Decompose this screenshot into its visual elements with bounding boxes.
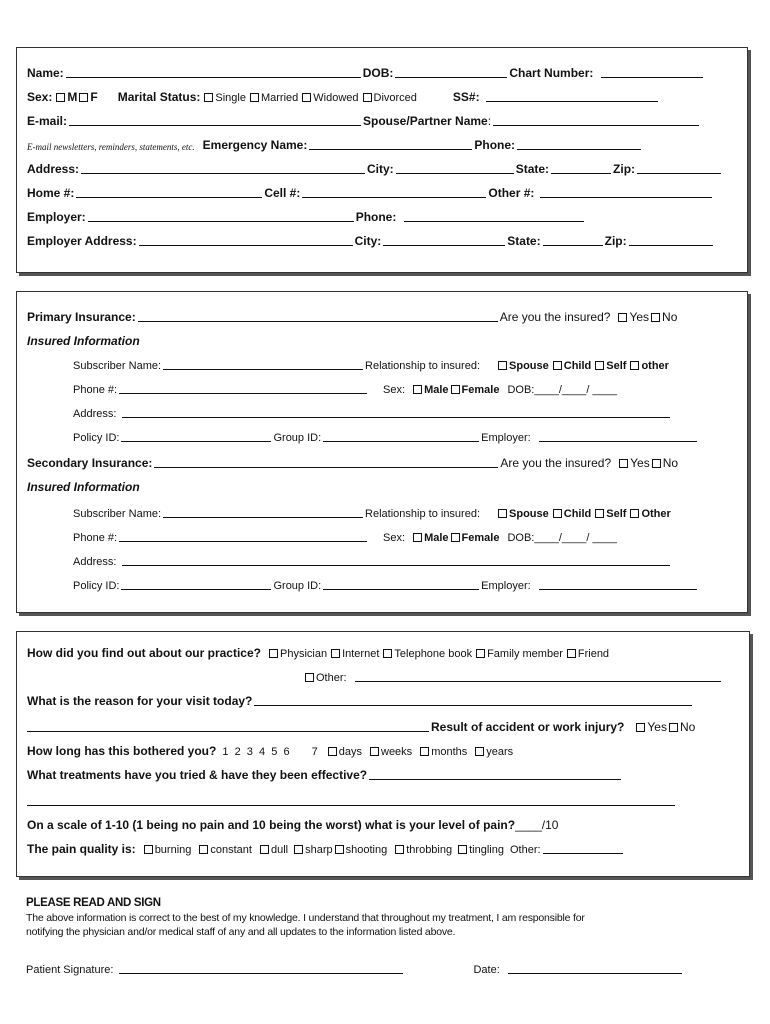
primary-rel-other-checkbox[interactable]	[630, 361, 639, 370]
how-long-days-checkbox[interactable]	[328, 747, 337, 756]
marital-label: Marital Status:	[117, 90, 201, 104]
employer-field[interactable]	[88, 221, 354, 222]
employer-city-field[interactable]	[383, 245, 505, 246]
marital-widowed-label: Widowed	[313, 92, 359, 104]
secondary-policy-field[interactable]	[121, 589, 271, 590]
pain-tingling-label: tingling	[469, 844, 504, 856]
accident-yes-label: Yes	[647, 720, 667, 734]
patient-signature-field[interactable]	[119, 973, 403, 974]
row-treatments	[27, 766, 741, 782]
sex-f-label: F	[90, 90, 98, 104]
secondary-policy-label: Policy ID:	[73, 580, 120, 592]
secondary-insured-info-heading: Insured Information	[27, 480, 140, 494]
primary-rel-spouse-checkbox[interactable]	[498, 361, 507, 370]
pain-tingling-checkbox[interactable]	[458, 845, 467, 854]
marital-married-checkbox[interactable]	[250, 93, 259, 102]
date-label: Date:	[473, 964, 500, 976]
primary-insured-question: Are you the insured?	[499, 310, 611, 324]
primary-insurance-field[interactable]	[138, 321, 498, 322]
secondary-sex-label: Sex:	[383, 532, 406, 544]
how-long-days-label: days	[338, 746, 362, 758]
primary-employer-label: Employer:	[481, 432, 531, 444]
secondary-group-field[interactable]	[323, 589, 479, 590]
spouse-label-colon: :	[487, 114, 492, 128]
primary-employer-field[interactable]	[539, 441, 697, 442]
secondary-dob-field[interactable]: ____/____/ ____	[534, 532, 617, 544]
row-phones	[27, 184, 739, 200]
pain-sharp-label: sharp	[305, 844, 333, 856]
signature-heading: PLEASE READ AND SIGN	[26, 897, 161, 909]
primary-rel-other-label: other	[641, 360, 669, 372]
primary-sex-male-label: Male	[424, 384, 449, 396]
marital-divorced-checkbox[interactable]	[363, 93, 372, 102]
primary-relationship-label: Relationship to insured:	[365, 360, 481, 372]
secondary-phone-label: Phone #:	[73, 532, 118, 544]
state-field[interactable]	[551, 173, 611, 174]
how-long-scale-seven: 7	[311, 746, 318, 758]
find-friend-label: Friend	[577, 648, 610, 660]
secondary-rel-child-checkbox[interactable]	[553, 509, 562, 518]
sex-f-checkbox[interactable]	[79, 93, 88, 102]
row-primary-policy	[73, 428, 739, 444]
row-secondary-policy	[73, 576, 739, 592]
row-primary-insured-info	[27, 332, 739, 348]
primary-address-field[interactable]	[122, 417, 670, 418]
primary-dob-label: DOB:	[507, 384, 535, 396]
cell-field[interactable]	[302, 197, 486, 198]
name-label: Name:	[27, 66, 64, 80]
secondary-insured-yes-checkbox[interactable]	[619, 459, 628, 468]
how-long-months-checkbox[interactable]	[420, 747, 429, 756]
row-address	[27, 160, 739, 176]
primary-rel-child-label: Child	[563, 360, 592, 372]
treatments-question: What treatments have you tried & have they been effective?	[27, 768, 368, 782]
sex-m-label: M	[67, 90, 78, 104]
pain-scale-suffix: /10	[541, 818, 559, 832]
home-label: Home #:	[27, 186, 75, 200]
pain-throbbing-checkbox[interactable]	[395, 845, 404, 854]
primary-rel-spouse-label: Spouse	[509, 360, 549, 372]
secondary-insurance-field[interactable]	[154, 467, 498, 468]
row-emergency	[27, 136, 739, 152]
state-label: State:	[515, 162, 550, 176]
reason-question: What is the reason for your visit today?	[27, 694, 253, 708]
find-telephone-checkbox[interactable]	[383, 649, 392, 658]
signature-statement-line1: The above information is correct to the best of my knowledge. I understand that throughout my treatment, I am responsible for	[26, 912, 585, 924]
spouse-label: Spouse/Partner Name	[363, 114, 488, 128]
secondary-insured-question: Are you the insured?	[500, 456, 612, 470]
secondary-employer-field[interactable]	[539, 589, 697, 590]
secondary-rel-self-checkbox[interactable]	[595, 509, 604, 518]
find-practice-question: How did you find out about our practice?	[27, 646, 261, 660]
chart-number-label: Chart Number:	[509, 66, 594, 80]
secondary-relationship-label: Relationship to insured:	[365, 508, 481, 520]
row-secondary-address	[73, 552, 739, 568]
secondary-sex-male-label: Male	[424, 532, 449, 544]
primary-insured-no-checkbox[interactable]	[651, 313, 660, 322]
pain-throbbing-label: throbbing	[406, 844, 453, 856]
employer-state-field[interactable]	[543, 245, 603, 246]
find-friend-checkbox[interactable]	[567, 649, 576, 658]
accident-question: Result of accident or work injury?	[431, 720, 625, 734]
reason-field[interactable]	[254, 705, 692, 706]
row-how-long	[27, 742, 741, 758]
primary-sex-female-label: Female	[461, 384, 500, 396]
pain-dull-label: dull	[270, 844, 289, 856]
pain-shooting-label: shooting	[345, 844, 388, 856]
how-long-weeks-label: weeks	[381, 746, 413, 758]
primary-rel-self-label: Self	[606, 360, 627, 372]
primary-rel-child-checkbox[interactable]	[553, 361, 562, 370]
primary-subscriber-field[interactable]	[163, 369, 363, 370]
home-field[interactable]	[76, 197, 262, 198]
find-internet-label: Internet	[342, 648, 380, 660]
pain-other-label: Other:	[509, 844, 541, 856]
pain-other-field[interactable]	[543, 853, 623, 854]
row-secondary-insurance	[27, 454, 739, 470]
employer-phone-field[interactable]	[404, 221, 584, 222]
emergency-field[interactable]	[309, 149, 472, 150]
secondary-subscriber-label: Subscriber Name:	[73, 508, 162, 520]
row-primary-insurance	[27, 308, 739, 324]
how-long-weeks-checkbox[interactable]	[370, 747, 379, 756]
row-reason	[27, 692, 741, 708]
row-secondary-insured-info	[27, 478, 739, 494]
secondary-sex-male-checkbox[interactable]	[413, 533, 422, 542]
email-field[interactable]	[69, 125, 361, 126]
primary-dob-field[interactable]: ____/____/ ____	[534, 384, 617, 396]
marital-single-checkbox[interactable]	[204, 93, 213, 102]
pain-quality-label: The pain quality is:	[27, 842, 136, 856]
row-find-other	[301, 668, 741, 684]
ss-label: SS#:	[452, 90, 480, 104]
primary-phone-label: Phone #:	[73, 384, 118, 396]
how-long-months-label: months	[431, 746, 468, 758]
row-primary-address	[73, 404, 739, 420]
primary-policy-field[interactable]	[121, 441, 271, 442]
patient-info-section	[16, 47, 748, 273]
other-phone-field[interactable]	[540, 197, 712, 198]
treatments-field[interactable]	[369, 779, 621, 780]
secondary-insured-yes-label: Yes	[630, 456, 650, 470]
secondary-rel-self-label: Self	[606, 508, 627, 520]
insurance-section	[16, 291, 748, 613]
primary-sex-male-checkbox[interactable]	[413, 385, 422, 394]
city-label: City:	[367, 162, 394, 176]
secondary-group-label: Group ID:	[273, 580, 322, 592]
signature-section	[26, 897, 740, 938]
row-employer-address	[27, 232, 739, 248]
primary-insured-info-heading: Insured Information	[27, 334, 140, 348]
find-telephone-label: Telephone book	[394, 648, 473, 660]
row-secondary-subscriber	[73, 504, 739, 520]
row-accident	[27, 718, 741, 734]
primary-group-label: Group ID:	[273, 432, 322, 444]
primary-insurance-label: Primary Insurance:	[27, 310, 136, 324]
row-pain-quality	[27, 840, 741, 856]
row-primary-subscriber	[73, 356, 739, 372]
employer-city-label: City:	[354, 234, 382, 248]
primary-group-field[interactable]	[323, 441, 479, 442]
primary-insured-yes-label: Yes	[629, 310, 650, 324]
emergency-label: Emergency Name:	[202, 138, 308, 152]
primary-policy-label: Policy ID:	[73, 432, 120, 444]
secondary-sex-female-label: Female	[461, 532, 500, 544]
pain-constant-label: constant	[210, 844, 252, 856]
sex-label: Sex:	[27, 90, 53, 104]
marital-widowed-checkbox[interactable]	[302, 93, 311, 102]
newsletter-note: E-mail newsletters, reminders, statements, etc.	[27, 142, 195, 152]
dob-label: DOB:	[362, 66, 394, 80]
sex-m-checkbox[interactable]	[56, 93, 65, 102]
row-email	[27, 112, 739, 128]
secondary-phone-field[interactable]	[119, 541, 367, 542]
address-field[interactable]	[81, 173, 365, 174]
how-long-question: How long has this bothered you?	[27, 744, 217, 758]
secondary-address-field[interactable]	[122, 565, 670, 566]
pain-burning-checkbox[interactable]	[144, 845, 153, 854]
accident-no-label: No	[679, 720, 696, 734]
find-internet-checkbox[interactable]	[331, 649, 340, 658]
pain-sharp-checkbox[interactable]	[294, 845, 303, 854]
dob-field[interactable]	[395, 77, 507, 78]
visit-section	[16, 631, 750, 877]
employer-zip-label: Zip:	[604, 234, 627, 248]
pain-scale-field[interactable]: ____	[515, 818, 542, 832]
pain-scale-question: On a scale of 1-10 (1 being no pain and 10 being the worst) what is your level of pain?	[27, 818, 516, 832]
address-label: Address:	[27, 162, 80, 176]
marital-married-label: Married	[260, 92, 299, 104]
patient-signature-label: Patient Signature:	[26, 964, 114, 976]
find-physician-checkbox[interactable]	[269, 649, 278, 658]
secondary-rel-other-label: Other	[641, 508, 671, 520]
find-family-checkbox[interactable]	[476, 649, 485, 658]
secondary-rel-spouse-label: Spouse	[509, 508, 549, 520]
primary-address-label: Address:	[73, 408, 117, 420]
find-family-label: Family member	[487, 648, 563, 660]
zip-field[interactable]	[637, 173, 721, 174]
employer-address-label: Employer Address:	[27, 234, 137, 248]
emergency-phone-label: Phone:	[474, 138, 516, 152]
secondary-sex-female-checkbox[interactable]	[451, 533, 460, 542]
other-phone-label: Other #:	[488, 186, 535, 200]
row-find-practice	[27, 644, 741, 660]
employer-phone-label: Phone:	[355, 210, 397, 224]
spouse-field[interactable]	[493, 125, 699, 126]
treatments-field-continued[interactable]	[27, 805, 675, 806]
how-long-years-checkbox[interactable]	[475, 747, 484, 756]
primary-sex-label: Sex:	[383, 384, 406, 396]
primary-phone-field[interactable]	[119, 393, 367, 394]
find-other-field[interactable]	[355, 681, 721, 682]
date-field[interactable]	[508, 973, 682, 974]
row-employer	[27, 208, 739, 224]
secondary-employer-label: Employer:	[481, 580, 531, 592]
row-secondary-phone	[73, 528, 739, 544]
secondary-insured-no-checkbox[interactable]	[652, 459, 661, 468]
pain-constant-checkbox[interactable]	[199, 845, 208, 854]
how-long-years-label: years	[486, 746, 514, 758]
pain-shooting-checkbox[interactable]	[335, 845, 344, 854]
secondary-rel-other-checkbox[interactable]	[630, 509, 639, 518]
row-pain-scale	[27, 816, 741, 832]
employer-label: Employer:	[27, 210, 86, 224]
emergency-phone-field[interactable]	[517, 149, 641, 150]
primary-subscriber-label: Subscriber Name:	[73, 360, 162, 372]
pain-burning-label: burning	[154, 844, 192, 856]
zip-label: Zip:	[613, 162, 636, 176]
accident-yes-checkbox[interactable]	[636, 723, 645, 732]
primary-insured-yes-checkbox[interactable]	[618, 313, 627, 322]
employer-address-field[interactable]	[139, 245, 353, 246]
secondary-rel-child-label: Child	[563, 508, 592, 520]
primary-sex-female-checkbox[interactable]	[451, 385, 460, 394]
name-field[interactable]	[66, 77, 361, 78]
primary-insured-no-label: No	[662, 310, 678, 324]
employer-zip-field[interactable]	[629, 245, 713, 246]
primary-rel-self-checkbox[interactable]	[595, 361, 604, 370]
signature-statement-line2: notifying the physician and/or medical staff of any and all updates to the information listed above.	[26, 926, 456, 938]
find-other-checkbox[interactable]	[305, 673, 314, 682]
find-other-label: Other:	[316, 672, 347, 684]
email-label: E-mail:	[27, 114, 68, 128]
find-physician-label: Physician	[280, 648, 328, 660]
secondary-insured-no-label: No	[662, 456, 679, 470]
employer-state-label: State:	[507, 234, 541, 248]
secondary-dob-label: DOB:	[507, 532, 535, 544]
reason-field-continued[interactable]	[27, 731, 429, 732]
accident-no-checkbox[interactable]	[669, 723, 678, 732]
row-treatments-continued	[27, 792, 741, 808]
secondary-rel-spouse-checkbox[interactable]	[498, 509, 507, 518]
city-field[interactable]	[396, 173, 514, 174]
row-sex-marital	[27, 88, 739, 104]
secondary-subscriber-field[interactable]	[163, 517, 363, 518]
pain-dull-checkbox[interactable]	[260, 845, 269, 854]
chart-number-field[interactable]	[601, 77, 703, 78]
secondary-insurance-label: Secondary Insurance:	[27, 456, 153, 470]
row-name	[27, 64, 739, 80]
how-long-scale-numbers: 1 2 3 4 5 6	[222, 746, 290, 758]
ss-field[interactable]	[486, 101, 658, 102]
secondary-address-label: Address:	[73, 556, 117, 568]
marital-divorced-label: Divorced	[373, 92, 417, 104]
row-primary-phone	[73, 380, 739, 396]
row-signature	[26, 960, 730, 976]
cell-label: Cell #:	[264, 186, 301, 200]
marital-single-label: Single	[215, 92, 246, 104]
